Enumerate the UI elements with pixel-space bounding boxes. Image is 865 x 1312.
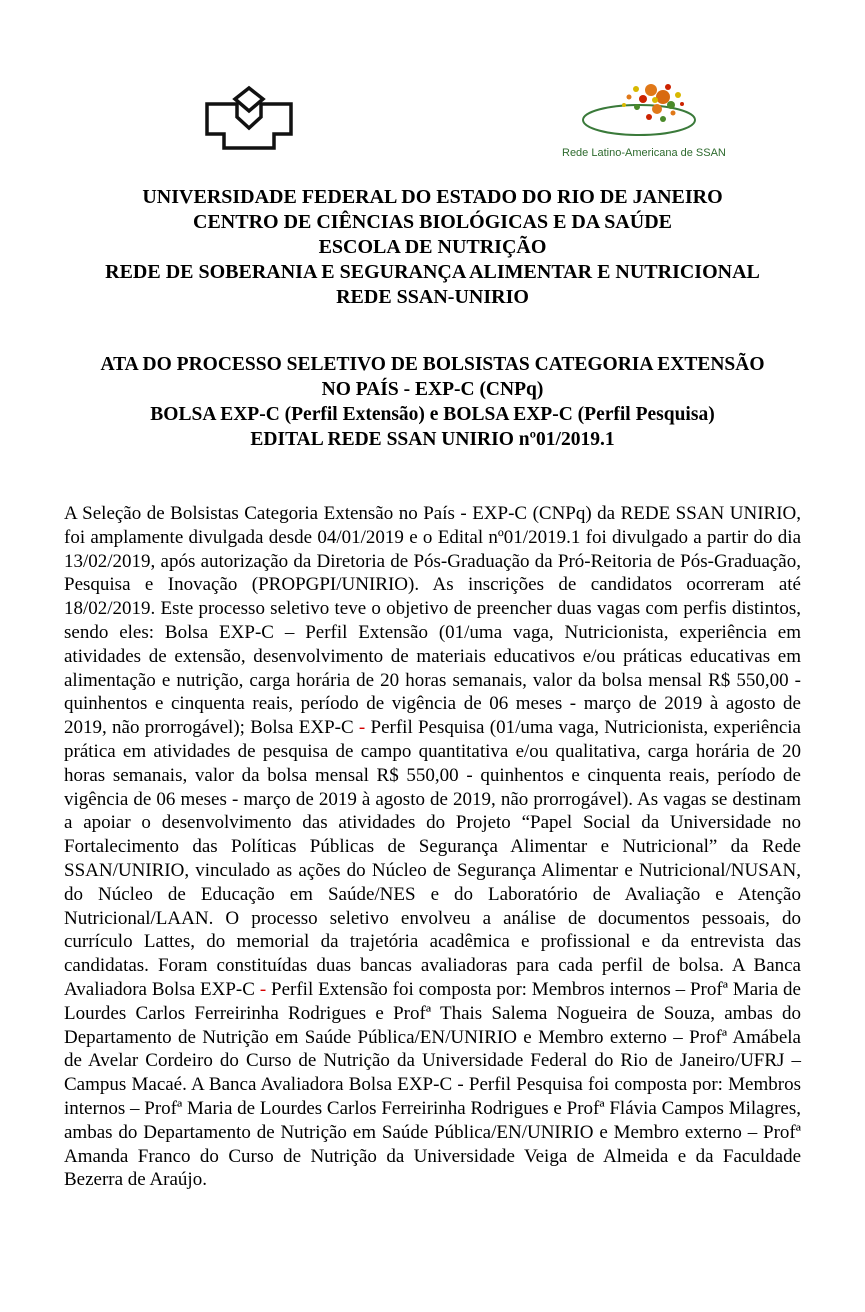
ssan-logo-icon: [567, 78, 717, 140]
ssan-logo-caption: Rede Latino-Americana de SSAN: [562, 147, 726, 159]
header-line-network: REDE DE SOBERANIA E SEGURANÇA ALIMENTAR E NUTRICIONAL: [105, 261, 760, 283]
title-line-4: EDITAL REDE SSAN UNIRIO nº01/2019.1: [250, 429, 615, 450]
header-line-network-short: REDE SSAN-UNIRIO: [336, 286, 529, 308]
body-text-run: Perfil Pesquisa (01/uma vaga, Nutricionista, experiência prática em atividades de pesquisa de campo quantitativa e/ou qualitativa, carga horária de 20 horas semanais, valor da bolsa mensal R$ 550,00 - quinhentos e cinquenta reais, período de vigência de 06 meses - março de 2019 à agosto de 2019, não prorrogável). As vagas se destinam a apoiar o desenvolvimento das atividades do Projeto “Papel Social da Universidade no Fortalecimento das Políticas Públicas de Segurança Alimentar e Nutricional” da Rede SSAN/UNIRIO, vinculado as ações do Núcleo de Segurança Alimentar e Nutricional/NUSAN, do Núcleo de Educação em Saúde/NES e do Laboratório de Avaliação e Atenção Nutricional/LAAN. O processo seletivo envolveu a análise de documentos pessoais, do currículo Lattes, do memorial da trajetória acadêmica e profissional e da entrevista das candidatas. Foram constituídas duas bancas avaliadoras para cada perfil de bolsa. A Banca Avaliadora Bolsa EXP-C: [64, 717, 801, 1000]
body-text-run: A Seleção de Bolsistas Categoria Extensão no País - EXP-C (CNPq) da REDE SSAN UNIRIO, foi amplamente divulgada desde 04/01/2019 e o Edital nº01/2019.1 foi divulgado a partir do dia 13/02/2019, após autorização da Diretoria de Pós-Graduação da Pró-Reitoria de Pós-Graduação, Pesquisa e Inovação (PROPGPI/UNIRIO). As inscrições de candidatos ocorreram até 18/02/2019. Este processo seletivo teve o objetivo de preencher duas vagas com perfis distintos, sendo eles: Bolsa EXP-C – Perfil Extensão (01/uma vaga, Nutricionista, experiência em atividades de extensão, desenvolvimento de materiais educativos e/ou práticas educativas em alimentação e nutrição, carga horária de 20 horas semanais, valor da bolsa mensal R$ 550,00 - quinhentos e cinquenta reais, período de vigência de 06 meses - março de 2019 à agosto de 2019, não prorrogável); Bolsa EXP-C: [64, 503, 801, 739]
title-line-1: ATA DO PROCESSO SELETIVO DE BOLSISTAS CATEGORIA EXTENSÃO: [100, 354, 765, 375]
title-line-3: BOLSA EXP-C (Perfil Extensão) e BOLSA EXP-C (Perfil Pesquisa): [150, 404, 715, 425]
unirio-crest-icon: [193, 84, 305, 162]
header-line-university: UNIVERSIDADE FEDERAL DO ESTADO DO RIO DE JANEIRO: [142, 186, 723, 208]
body-text-run: -: [259, 978, 267, 1000]
body-paragraph: [64, 502, 801, 1192]
logo-row: [0, 0, 865, 175]
title-line-2: NO PAÍS - EXP-C (CNPq): [321, 379, 544, 400]
document-title: [0, 352, 865, 452]
header-line-center: CENTRO DE CIÊNCIAS BIOLÓGICAS E DA SAÚDE: [193, 211, 672, 233]
body-text-run: Perfil Extensão foi composta por: Membros internos – Profª Maria de Lourdes Carlos Ferreirinha Rodrigues e Profª Thais Salema Nogueira de Souza, ambas do Departamento de Nutrição em Saúde Pública/EN/UNIRIO e Membro externo – Profª Amábela de Avelar Cordeiro do Curso de Nutrição da Universidade Federal do Rio de Janeiro/UFRJ – Campus Macaé. A Banca Avaliadora Bolsa EXP-C - Perfil Pesquisa foi composta por: Membros internos – Profª Maria de Lourdes Carlos Ferreirinha Rodrigues e Profª Flávia Campos Milagres, ambas do Departamento de Nutrição em Saúde Pública/EN/UNIRIO e Membro externo – Profª Amanda Franco do Curso de Nutrição da Universidade Veiga de Almeida e da Faculdade Bezerra de Araújo.: [64, 978, 801, 1191]
header-line-school: ESCOLA DE NUTRIÇÃO: [318, 236, 547, 258]
institution-header: [0, 185, 865, 310]
unirio-logo: [193, 84, 305, 167]
ssan-logo: [562, 78, 726, 159]
body-text-run: -: [358, 717, 366, 739]
